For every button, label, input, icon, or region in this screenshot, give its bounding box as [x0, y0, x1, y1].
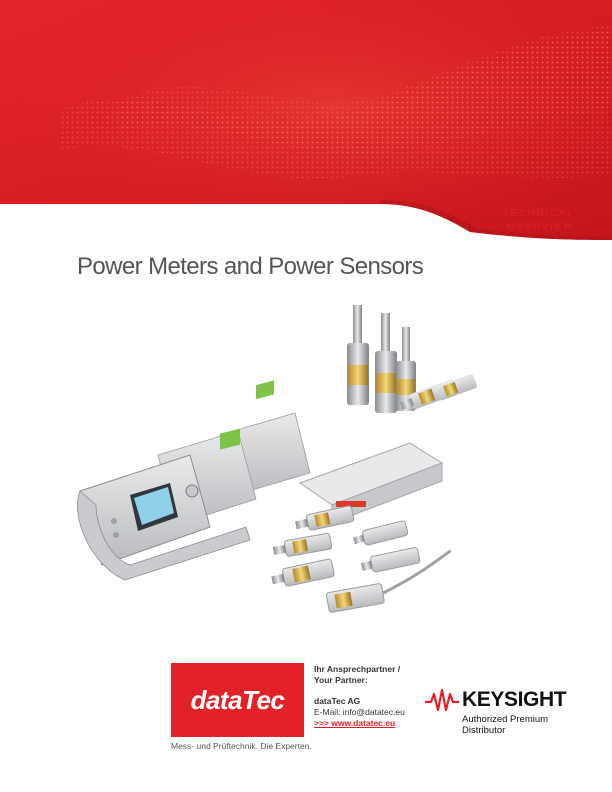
- datatec-tagline: Mess- und Prüftechnik. Die Experten.: [171, 741, 312, 751]
- datatec-wordmark: dataTec: [190, 684, 285, 715]
- document-type-line1: TECHNICAL: [502, 208, 574, 219]
- distributor-text: [462, 714, 548, 736]
- partner-contact: [314, 664, 405, 729]
- partner-heading-line1: Ihr Ansprechpartner /: [314, 664, 401, 674]
- partner-heading-line2: Your Partner:: [314, 675, 368, 685]
- document-type-line2: OVERVIEW: [507, 221, 574, 232]
- usb-power-sensors: [270, 505, 457, 612]
- partner-website-link[interactable]: >>> www.datatec.eu: [314, 718, 396, 728]
- sensor-module: [300, 443, 442, 523]
- document-title: Power Meters and Power Sensors: [77, 253, 424, 280]
- distributor-line1: Authorized Premium: [462, 714, 549, 725]
- partner-company: dataTec AG: [314, 696, 361, 706]
- keysight-wordmark: KEYSIGHT: [462, 688, 567, 711]
- document-type-label: [503, 207, 574, 233]
- datatec-logo[interactable]: [171, 663, 304, 737]
- partner-email[interactable]: E-Mail: info@datatec.eu: [314, 707, 405, 717]
- upright-sensors: [347, 305, 478, 413]
- distributor-line2: Distributor: [462, 725, 506, 736]
- header-banner: [0, 0, 612, 240]
- keysight-wave-icon: [424, 688, 460, 712]
- product-photo: [70, 295, 550, 625]
